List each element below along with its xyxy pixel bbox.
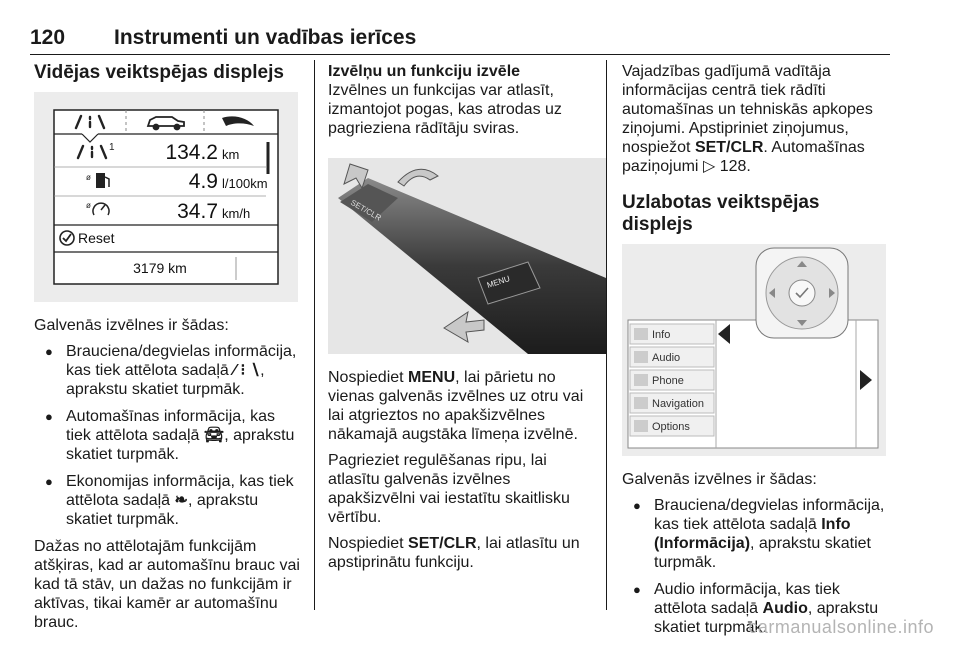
trip-superscript: 1 [109,142,115,153]
menu-selection-intro: Izvēlnes un funkcijas var atlasīt, izmantojot pogas, kas atrodas uz pagrieziena rādītāju sviras. [328,82,562,137]
trip-distance-value: 134.2 [165,141,218,164]
thumbwheel-paragraph: Pagrieziet regulēšanas ripu, lai atlasītu galvenās izvēlnes apakšizvēlni vai iestatītu skaitlisku vērtību. [328,452,570,526]
menu-button-paragraph: Nospiediet MENU, lai pārietu no vienas galvenās izvēlnes uz otru vai lai atgrieztos no apakšizvēlnes nākamajā augstāka līmeņa izvēlnē. [328,369,584,443]
list-item: ● Audio informācija, kas tiek attēlota sadaļā Audio, aprakstu skatiet turpmāk. [622,580,888,637]
set-clr-label: SET/CLR [349,197,383,223]
svg-text:Audio: Audio [652,352,681,364]
average-speed-value: 34.7 [177,200,218,223]
svg-text:Phone: Phone [652,375,684,387]
left-column [34,62,300,639]
right-column [622,62,888,645]
column-divider-2 [606,60,607,610]
trip-distance-unit: km [222,147,240,162]
fuel-consumption-value: 4.9 [188,170,218,193]
list-item: ● Brauciena/degvielas informācija, kas tiek attēlota sadaļā ⁄ ⁝ ∖, aprakstu skatiet turpmāk. [34,342,300,399]
car-symbol-icon: 🚘︎ [203,427,225,444]
menu-press-arrow-icon [444,312,484,342]
middle-column [314,62,594,579]
stalk-figure [328,158,606,354]
right-menu-list [622,496,888,637]
svg-text:ø: ø [86,173,91,182]
section-heading-mid: Vidējas veiktspējas displejs [34,62,284,83]
mid-level-display-figure [34,92,298,302]
mid-display-illustration [34,92,298,302]
main-menus-intro: Galvenās izvēlnes ir šādas: [34,317,229,334]
menu-item-navigation [630,393,714,413]
section-heading-upper: Uzlabotas veiktspējas displejs [622,192,820,235]
page-header [30,20,890,55]
trip-symbol-icon: ⁄ ⁝ ∖ [233,362,261,379]
subheading-menu-selection: Izvēlņu un funkciju izvēle [328,63,521,80]
page-reference-arrow-icon: ▷ [702,158,720,175]
menu-item-info [630,324,714,344]
list-item: ● Automašīnas informācija, kas tiek attēlota sadaļā 🚘︎, aprakstu skatiet turpmāk. [34,407,300,464]
set-clr-paragraph: Nospiediet SET/CLR, lai atlasītu un apstiprinātu funkciju. [328,535,580,571]
left-menu-list [34,342,300,529]
upper-menus-intro: Galvenās izvēlnes ir šādas: [622,471,817,488]
ok-button-icon [789,280,815,306]
messages-paragraph: Vajadzības gadījumā vadītāja informācijas centrā tiek rādīti automašīnas un tehniskās apkopes ziņojumi. Apstipriniet ziņojumus, nospiežot SET/CLR. Automašīnas paziņojumi ▷ 128. [622,63,873,175]
odometer-value: 3179 km [133,260,187,276]
rotate-arrow-icon [398,169,438,186]
watermark: carmanualsonline.info [748,617,934,637]
drive-note: Dažas no attēlotajām funkcijām atšķiras, kad ar automašīnu brauc vai kad tā stāv, un dažas no funkcijām ir aktīvas, tikai kamēr ar automašīnu brauc. [34,538,300,631]
average-speed-unit: km/h [222,206,251,221]
fuel-consumption-unit: l/100km [222,176,268,191]
page-title: Instrumenti un vadības ierīces [114,26,417,49]
turn-signal-stalk-illustration [328,158,606,354]
menu-item-options [630,416,714,436]
reset-label: Reset [78,230,115,246]
svg-text:ø: ø [86,201,91,210]
list-item: ● Ekonomijas informācija, kas tiek attēlota sadaļā ❧, aprakstu skatiet turpmāk. [34,472,300,529]
menu-item-audio [630,347,714,367]
upper-display-illustration [622,244,886,456]
upper-level-display-figure [622,244,886,456]
menu-item-phone [630,370,714,390]
svg-text:Options: Options [652,421,690,433]
menu-button-label: MENU [485,274,512,290]
svg-text:Navigation: Navigation [652,398,704,410]
page-number: 120 [30,26,66,49]
svg-text:Info: Info [652,329,671,341]
list-item: ● Brauciena/degvielas informācija, kas tiek attēlota sadaļā Info (Informācija), aprakstu skatiet turpmāk. [622,496,888,572]
eco-symbol-icon: ❧ [174,492,188,509]
